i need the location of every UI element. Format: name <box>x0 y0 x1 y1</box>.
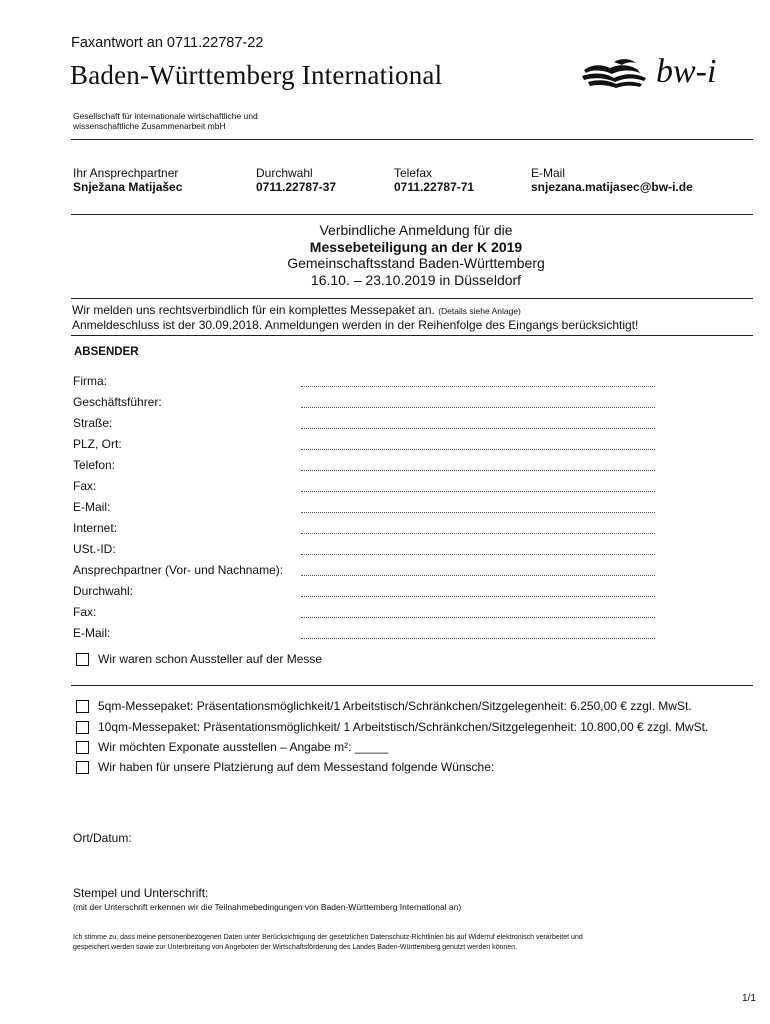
page-number: 1/1 <box>742 993 756 1004</box>
previous-exhibitor-checkbox[interactable] <box>76 653 89 666</box>
field-label-strasse: Straße: <box>73 416 113 430</box>
field-label-durchwahl: Durchwahl: <box>73 584 134 598</box>
registration-line-1: Verbindliche Anmeldung für die <box>319 222 513 238</box>
divider <box>71 139 753 140</box>
package-5qm-checkbox[interactable] <box>76 700 89 713</box>
intro-details-note: (Details siehe Anlage) <box>438 306 521 316</box>
field-input-firma[interactable] <box>301 386 655 387</box>
field-input-telefon[interactable] <box>301 470 655 471</box>
field-input-geschaeftsfuehrer[interactable] <box>301 407 655 408</box>
contact-fax-label: Telefax <box>394 166 433 180</box>
intro-deadline: Anmeldeschluss ist der 30.09.2018. Anmeldungen werden in der Reihenfolge des Eingangs berücksichtigt! <box>72 318 639 332</box>
exhibits-checkbox[interactable] <box>76 741 89 754</box>
field-label-geschaeftsfuehrer: Geschäftsführer: <box>73 395 162 409</box>
package-5qm-option[interactable] <box>76 699 692 713</box>
package-10qm-checkbox[interactable] <box>76 721 89 734</box>
privacy-line-1: Ich stimme zu, dass meine personenbezogenen Daten unter Berücksichtigung der gesetzlichen Datenschutz-Richtlinien bis auf Widerruf elektronisch verarbeitet und <box>73 934 583 941</box>
package-5qm-label: 5qm-Messepaket: Präsentationsmöglichkeit/1 Arbeitstisch/Schränkchen/Sitzgelegenheit: 6.250,00 € zzgl. MwSt. <box>98 699 692 713</box>
field-label-telefon: Telefon: <box>73 458 116 472</box>
previous-exhibitor-label: Wir waren schon Aussteller auf der Messe <box>98 652 323 666</box>
privacy-line-2: gespeichert werden sowie zur Unterbreitung von Angeboten der Wirtschaftsförderung des Landes Baden-Württemberg genutzt werden können. <box>73 944 517 951</box>
field-label-email: E-Mail: <box>73 500 111 514</box>
fax-reply-number: Faxantwort an 0711.22787-22 <box>71 35 264 51</box>
exhibits-option[interactable] <box>76 740 388 754</box>
field-input-email[interactable] <box>301 512 655 513</box>
field-label-firma: Firma: <box>73 374 107 388</box>
contact-phone-value: 0711.22787-37 <box>256 180 337 194</box>
divider <box>71 214 753 215</box>
contact-fax <box>394 166 474 194</box>
field-input-internet[interactable] <box>301 533 655 534</box>
placement-wishes-option[interactable] <box>76 760 494 774</box>
stamp-signature-note: (mit der Unterschrift erkennen wir die Teilnahmebedingungen von Baden-Württemberg International an) <box>73 902 462 912</box>
sender-heading: ABSENDER <box>74 346 139 358</box>
field-input-ansprechpartner[interactable] <box>301 575 655 576</box>
placement-wishes-label: Wir haben für unsere Platzierung auf dem Messestand folgende Wünsche: <box>98 760 495 774</box>
stamp-signature-label: Stempel und Unterschrift: <box>73 886 209 900</box>
contact-person-label: Ihr Ansprechpartner <box>73 166 179 180</box>
privacy-consent <box>73 933 753 953</box>
intro-line-1: Wir melden uns rechtsverbindlich für ein komplettes Messepaket an. <box>72 303 435 317</box>
subtitle-line-2: wissenschaftliche Zusammenarbeit mbH <box>73 121 226 131</box>
registration-intro <box>72 303 638 332</box>
package-10qm-label: 10qm-Messepaket: Präsentationsmöglichkeit/ 1 Arbeitstisch/Schränkchen/Sitzgelegenheit: 10.800,00 € zzgl. MwSt. <box>98 720 709 734</box>
contact-email-label: E-Mail <box>531 166 566 180</box>
contact-email-value: snjezana.matijasec@bw-i.de <box>531 180 693 194</box>
field-input-fax[interactable] <box>301 491 655 492</box>
field-label-contact-fax: Fax: <box>73 605 97 619</box>
package-10qm-option[interactable] <box>76 720 708 734</box>
divider <box>71 685 753 686</box>
contact-phone <box>256 166 336 194</box>
placement-wishes-checkbox[interactable] <box>76 761 89 774</box>
field-input-durchwahl[interactable] <box>301 596 655 597</box>
contact-person <box>73 166 182 194</box>
field-label-ansprechpartner: Ansprechpartner (Vor- und Nachname): <box>73 563 284 577</box>
bwi-logo-text: bw-i <box>656 53 717 90</box>
contact-email <box>531 166 693 194</box>
field-input-contact-email[interactable] <box>301 638 655 639</box>
field-label-fax: Fax: <box>73 479 97 493</box>
field-label-ust-id: USt.-ID: <box>73 542 116 556</box>
divider <box>71 298 753 299</box>
field-label-contact-email: E-Mail: <box>73 626 111 640</box>
place-date-label: Ort/Datum: <box>73 831 132 845</box>
registration-line-3: Gemeinschaftsstand Baden-Württemberg <box>287 255 545 271</box>
organization-name: Baden-Württemberg International <box>70 60 443 90</box>
divider <box>71 335 753 336</box>
previous-exhibitor-option[interactable] <box>76 652 322 666</box>
exhibits-label: Wir möchten Exponate ausstellen – Angabe m²: _____ <box>98 740 389 754</box>
field-label-internet: Internet: <box>73 521 118 535</box>
subtitle-line-1: Gesellschaft für internationale wirtschaftliche und <box>73 111 258 121</box>
contact-fax-value: 0711.22787-71 <box>394 180 475 194</box>
registration-heading <box>71 222 761 288</box>
field-input-contact-fax[interactable] <box>301 617 655 618</box>
registration-event-title: Messebeteiligung an der K 2019 <box>309 238 523 255</box>
contact-person-value: Snježana Matijašec <box>73 180 183 194</box>
organization-subtitle <box>73 111 333 131</box>
field-input-plz-ort[interactable] <box>301 449 655 450</box>
field-input-strasse[interactable] <box>301 428 655 429</box>
field-label-plz-ort: PLZ, Ort: <box>73 437 122 451</box>
contact-phone-label: Durchwahl <box>256 166 313 180</box>
field-input-ust-id[interactable] <box>301 554 655 555</box>
registration-dates: 16.10. – 23.10.2019 in Düsseldorf <box>310 271 522 288</box>
